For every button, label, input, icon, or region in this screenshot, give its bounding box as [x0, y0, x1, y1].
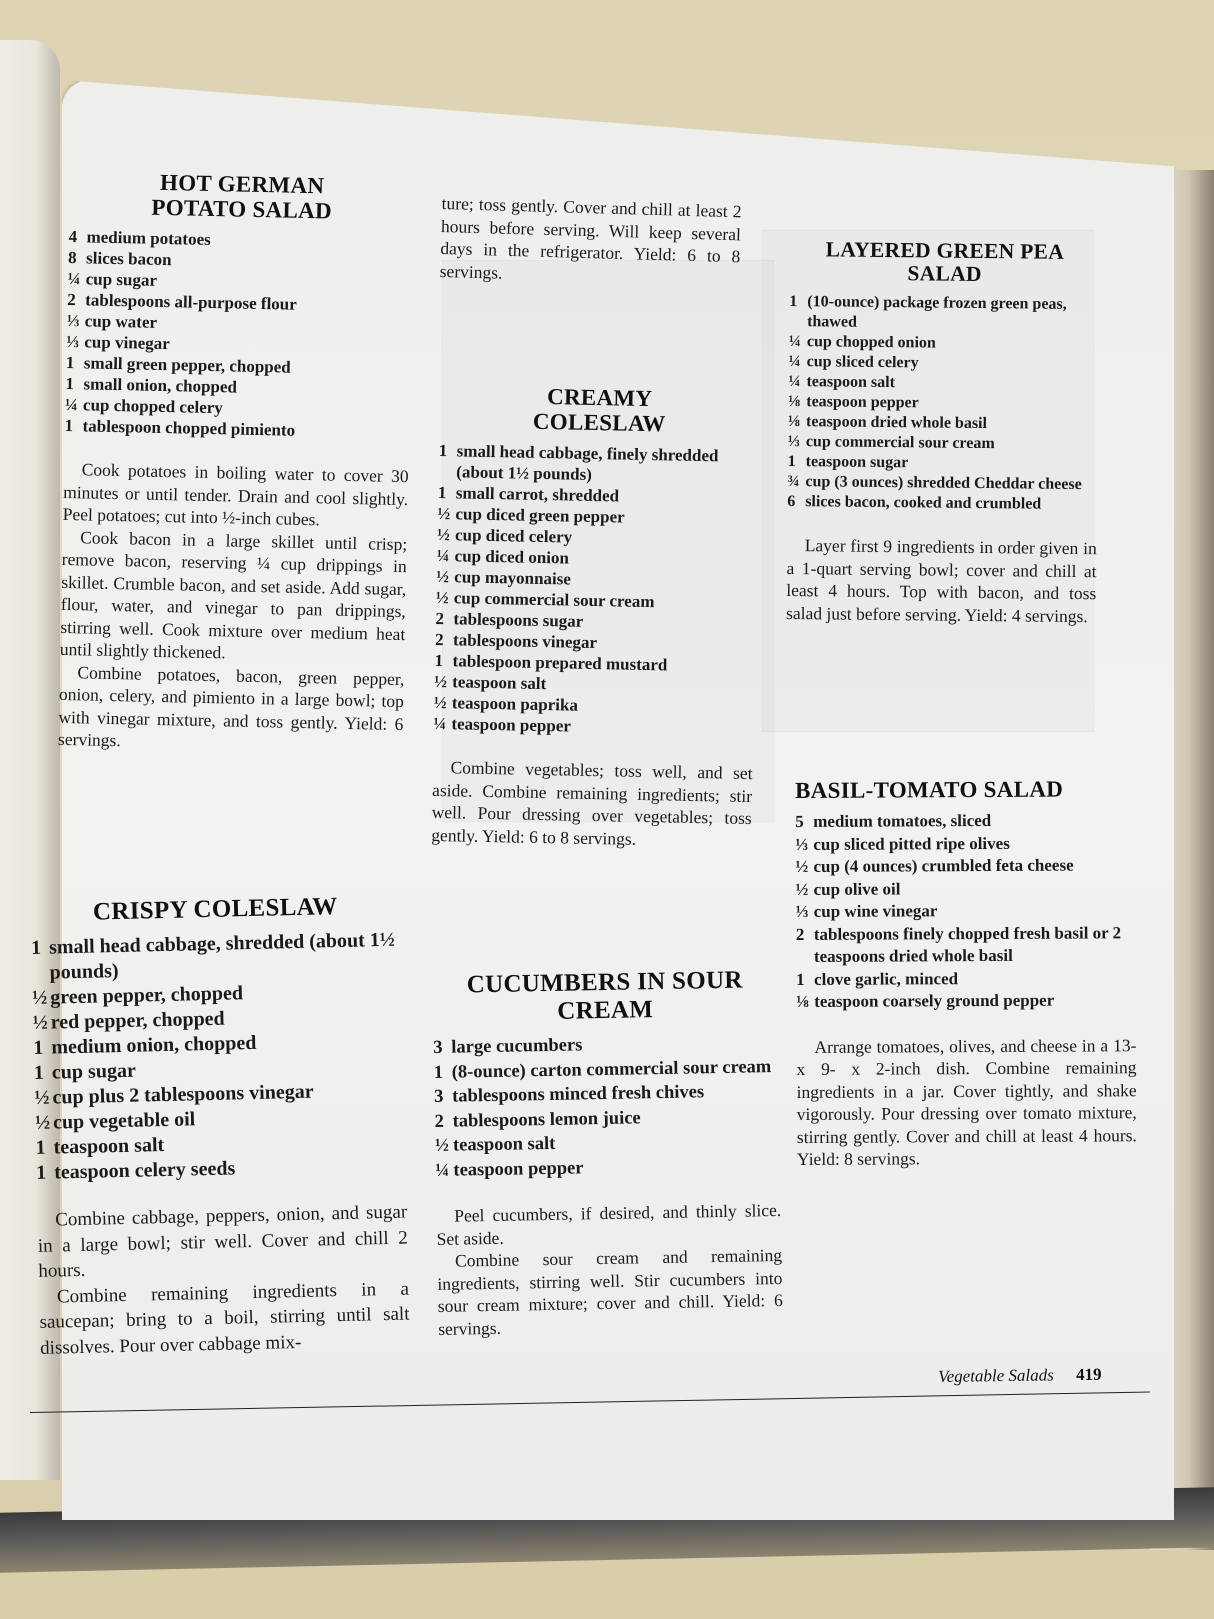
directions: [37, 1200, 410, 1361]
ingredient-text: tablespoon chopped pimiento: [82, 416, 296, 440]
ingredient-quantity: 1: [65, 352, 75, 373]
ingredient-quantity: ¼: [788, 352, 801, 371]
ingredient-text: cup chopped onion: [806, 333, 936, 352]
ingredient-text: cup diced green pepper: [455, 504, 625, 527]
ingredient-text: tablespoons minced fresh chives: [452, 1082, 705, 1107]
ingredient-text: cup (3 ounces) shredded Cheddar cheese: [805, 473, 1082, 494]
ingredient-text: cup mayonnaise: [454, 567, 572, 589]
ingredient-text: tablespoons lemon juice: [452, 1107, 641, 1132]
ingredient-text: small head cabbage, shredded (about 1½ pounds): [48, 928, 396, 984]
ingredient-text: small head cabbage, finely shredded (about 1½ pounds): [456, 441, 719, 484]
ingredient-quantity: ¼: [788, 332, 802, 351]
ingredient-item: [787, 492, 1097, 515]
ingredient-list: [433, 1030, 781, 1183]
ingredient-quantity: 1: [437, 482, 447, 503]
recipe-title-line: CREAMY: [546, 384, 653, 412]
ingredient-list: [433, 440, 759, 740]
ingredient-item: [795, 809, 1135, 833]
direction-paragraph: Combine potatoes, bacon, green pepper, onion, celery, and pimiento in a large bowl; top with vinegar mixture, and toss gently. Yield: 6 servings.: [57, 661, 405, 751]
recipe-title: [432, 966, 778, 1028]
ingredient-quantity: 3: [434, 1086, 444, 1107]
continued-text: [439, 192, 741, 290]
ingredient-quantity: ½: [31, 986, 48, 1009]
ingredient-quantity: ⅛: [796, 991, 809, 1011]
ingredient-quantity: 1: [438, 440, 448, 461]
ingredient-text: small onion, chopped: [83, 374, 238, 397]
ingredient-text: cup sugar: [85, 269, 158, 290]
ingredient-quantity: ¼: [64, 394, 78, 415]
ingredient-quantity: ½: [437, 503, 451, 524]
ingredient-text: cup sliced pitted ripe olives: [813, 833, 1010, 854]
ingredient-quantity: 1: [787, 452, 796, 471]
ingredient-quantity: ½: [34, 1086, 50, 1109]
ingredient-text: tablespoons vinegar: [452, 630, 598, 653]
ingredient-text: teaspoon salt: [452, 672, 547, 694]
ingredient-text: small carrot, shredded: [455, 483, 620, 506]
direction-paragraph: Combine sour cream and remaining ingredients, stirring well. Stir cucumbers into sour cream mixture; cover and chill. Yield: 6 servings.: [437, 1244, 783, 1339]
ingredient-text: large cucumbers: [451, 1035, 583, 1058]
recipe-title-line: COLESLAW: [532, 408, 666, 437]
ingredient-quantity: ½: [795, 879, 809, 899]
recipe-layered-green-pea-salad: [786, 238, 1100, 627]
ingredient-text: tablespoons all-purpose flour: [85, 290, 297, 314]
ingredient-list: [795, 809, 1136, 1013]
ingredient-text: cup diced celery: [454, 525, 573, 547]
recipe-title: [795, 776, 1135, 803]
ingredient-text: cup sugar: [51, 1059, 137, 1084]
recipe-title-line: LAYERED GREEN PEA: [825, 237, 1065, 264]
recipe-title: [790, 238, 1100, 287]
direction-paragraph: Combine vegetables; toss well, and set aside. Combine remaining ingredients; stir well. Pour dressing over vegetables; toss gently. Yield: 6 to 8 servings.: [431, 757, 753, 849]
directions: [786, 534, 1097, 627]
directions: [436, 1199, 783, 1340]
ingredient-text: slices bacon, cooked and crumbled: [805, 493, 1042, 513]
ingredient-quantity: 1: [434, 650, 444, 671]
ingredient-item: [438, 440, 759, 488]
ingredient-text: teaspoon salt: [53, 1134, 165, 1159]
ingredient-quantity: 1: [30, 936, 42, 959]
ingredient-quantity: ¼: [788, 372, 801, 391]
recipe-title-line: CUCUMBERS IN SOUR: [466, 966, 743, 999]
ingredient-text: medium tomatoes, sliced: [813, 810, 992, 831]
continued-paragraph: ture; toss gently. Cover and chill at least 2 hours before serving. Will keep several days in the refrigerator. Yield: 6 to 8 servings.: [439, 192, 742, 283]
ingredient-quantity: ⅓: [66, 310, 80, 331]
ingredient-quantity: ¼: [436, 545, 450, 566]
ingredient-item: [795, 832, 1135, 856]
ingredient-text: tablespoon prepared mustard: [452, 651, 668, 675]
ingredient-text: cup vinegar: [84, 332, 171, 354]
ingredient-quantity: ½: [433, 692, 447, 713]
ingredient-item: [796, 877, 1136, 901]
ingredient-text: cup wine vinegar: [813, 901, 938, 921]
ingredient-quantity: 6: [787, 492, 796, 511]
ingredient-text: cup diced onion: [454, 546, 570, 568]
ingredient-quantity: 5: [795, 811, 804, 831]
ingredient-quantity: ¼: [67, 268, 81, 289]
ingredient-quantity: 4: [68, 226, 78, 247]
ingredient-quantity: ½: [32, 1011, 49, 1034]
ingredient-text: teaspoon salt: [806, 373, 896, 392]
ingredient-text: tablespoons sugar: [453, 609, 584, 631]
recipe-title-line: POTATO SALAD: [151, 194, 333, 224]
ingredient-text: teaspoon celery seeds: [53, 1157, 236, 1184]
ingredient-text: teaspoon pepper: [451, 714, 572, 736]
ingredient-text: medium potatoes: [86, 227, 211, 249]
ingredient-text: cup water: [84, 311, 158, 332]
ingredient-quantity: ½: [434, 671, 448, 692]
ingredient-text: teaspoon salt: [452, 1133, 556, 1156]
ingredient-quantity: 1: [35, 1161, 47, 1184]
direction-paragraph: Peel cucumbers, if desired, and thinly slice. Set aside.: [436, 1199, 782, 1249]
recipe-cucumbers-in-sour-cream: [432, 966, 783, 1340]
ingredient-quantity: 1: [33, 1061, 45, 1084]
ingredient-item: [796, 967, 1136, 991]
recipe-title-line: BASIL-TOMATO SALAD: [795, 776, 1064, 803]
ingredient-text: teaspoon dried whole basil: [805, 413, 988, 433]
ingredient-text: clove garlic, minced: [814, 968, 959, 989]
recipe-title-line: HOT GERMAN: [159, 169, 325, 199]
ingredient-quantity: ⅛: [787, 412, 801, 431]
direction-paragraph: Cook bacon in a large skillet until crisp; remove bacon, reserving ¼ cup drippings in skillet. Crumble bacon, and set aside. Add sugar, flour, water, and vinegar to pan drippings, stirring well. Cook mixture over medium heat until slightly thickened.: [59, 526, 408, 663]
ingredient-quantity: 2: [795, 924, 805, 944]
direction-paragraph: Combine remaining ingredients in a saucepan; bring to a boil, stirring until salt dissolves. Pour over cabbage mix-: [39, 1278, 410, 1359]
ingredient-item: [796, 922, 1136, 969]
direction-paragraph: Arrange tomatoes, olives, and cheese in a 13- x 9- x 2-inch dish. Combine remaining ingredients in a jar. Cover tightly, and shake vigorously. Pour dressing over tomato mixture, stirring gently. Cover and chill at least 4 hours. Yield: 8 servings.: [796, 1034, 1137, 1169]
ingredient-quantity: ⅛: [788, 392, 801, 411]
ingredient-quantity: 1: [796, 969, 805, 989]
ingredient-quantity: 2: [434, 629, 444, 650]
ingredient-text: cup vegetable oil: [52, 1108, 196, 1134]
ingredient-quantity: 3: [433, 1037, 443, 1058]
ingredient-text: (10-ounce) package frozen green peas, thawed: [807, 293, 1067, 331]
recipe-title-line: SALAD: [907, 261, 982, 287]
ingredient-quantity: ½: [795, 856, 809, 876]
ingredient-quantity: ⅓: [66, 331, 80, 352]
ingredient-text: teaspoon paprika: [451, 693, 579, 715]
ingredient-list: [31, 928, 407, 1186]
ingredient-quantity: 1: [33, 1036, 44, 1059]
ingredient-quantity: 1: [789, 292, 798, 311]
ingredient-quantity: ½: [435, 587, 449, 608]
ingredient-quantity: 2: [434, 1111, 445, 1132]
direction-paragraph: Combine cabbage, peppers, onion, and sugar in a large bowl; stir well. Cover and chill 2 hours.: [37, 1201, 408, 1282]
ingredient-quantity: ⅓: [795, 834, 809, 854]
ingredient-item: [789, 292, 1099, 335]
ingredient-item: [31, 928, 402, 986]
section-name: Vegetable Salads: [938, 1365, 1054, 1386]
recipe-basil-tomato-salad: [795, 776, 1137, 1170]
directions: [58, 458, 409, 758]
recipe-crispy-coleslaw: [30, 892, 410, 1361]
ingredient-item: [796, 989, 1136, 1013]
ingredient-text: tablespoons finely chopped fresh basil or 2 teaspoons dried whole basil: [813, 922, 1122, 966]
ingredient-text: cup chopped celery: [82, 395, 223, 418]
recipe-title-line: CREAM: [557, 996, 654, 1025]
page-footer: [938, 1365, 1102, 1387]
ingredient-list: [787, 292, 1099, 515]
recipe-title-line: CRISPY COLESLAW: [92, 893, 338, 926]
ingredient-item: [795, 854, 1135, 878]
ingredient-quantity: 2: [435, 608, 445, 629]
ingredient-text: medium onion, chopped: [51, 1031, 257, 1059]
direction-paragraph: Layer first 9 ingredients in order given in a 1-quart serving bowl; cover and chill at least 4 hours. Top with bacon, and toss salad just before serving. Yield: 4 servings.: [785, 535, 1097, 626]
directions: [431, 756, 753, 852]
ingredient-quantity: ⅓: [795, 901, 809, 921]
ingredient-quantity: 8: [67, 247, 77, 268]
ingredient-quantity: ½: [436, 566, 450, 587]
ingredient-text: red pepper, chopped: [50, 1007, 225, 1034]
ingredient-text: teaspoon sugar: [805, 453, 909, 472]
ingredient-text: cup commercial sour cream: [453, 588, 655, 612]
ingredient-text: small green pepper, chopped: [83, 353, 291, 377]
ingredient-quantity: 1: [65, 373, 75, 394]
ingredient-text: cup olive oil: [813, 878, 901, 899]
ingredient-text: cup commercial sour cream: [805, 433, 995, 453]
ingredient-quantity: ¾: [787, 472, 800, 491]
ingredient-text: teaspoon pepper: [806, 393, 919, 412]
ingredient-text: cup plus 2 tablespoons vinegar: [52, 1080, 314, 1109]
recipe-title: [439, 382, 760, 438]
ingredient-quantity: 2: [67, 289, 76, 310]
ingredient-quantity: ⅓: [787, 432, 800, 451]
ingredient-text: slices bacon: [85, 248, 172, 270]
ingredient-quantity: ¼: [435, 1160, 450, 1181]
ingredient-text: teaspoon pepper: [453, 1157, 584, 1181]
recipe-hot-german-potato-salad: [58, 168, 415, 758]
ingredient-text: green pepper, chopped: [49, 982, 244, 1009]
ingredient-text: teaspoon coarsely ground pepper: [814, 990, 1055, 1011]
ingredient-quantity: ½: [34, 1111, 51, 1134]
page-number: 419: [1075, 1364, 1102, 1385]
directions: [796, 1034, 1137, 1171]
ingredient-quantity: ¼: [433, 713, 447, 734]
ingredient-quantity: ½: [436, 524, 451, 545]
ingredient-item: [796, 899, 1136, 923]
ingredient-list: [64, 226, 413, 443]
recipe-creamy-coleslaw: [431, 382, 760, 852]
ingredient-text: cup (4 ounces) crumbled feta cheese: [813, 855, 1074, 876]
ingredient-quantity: 1: [35, 1136, 46, 1159]
ingredient-quantity: 1: [433, 1062, 444, 1083]
ingredient-quantity: ½: [434, 1135, 450, 1156]
recipe-title: [69, 168, 415, 225]
ingredient-text: cup sliced celery: [806, 353, 919, 372]
ingredient-quantity: 1: [64, 415, 74, 436]
ingredient-text: (8-ounce) carton commercial sour cream: [451, 1056, 772, 1083]
direction-paragraph: Cook potatoes in boiling water to cover 30 minutes or until tender. Drain and cool slightly. Peel potatoes; cut into ½-inch cubes.: [62, 459, 409, 530]
